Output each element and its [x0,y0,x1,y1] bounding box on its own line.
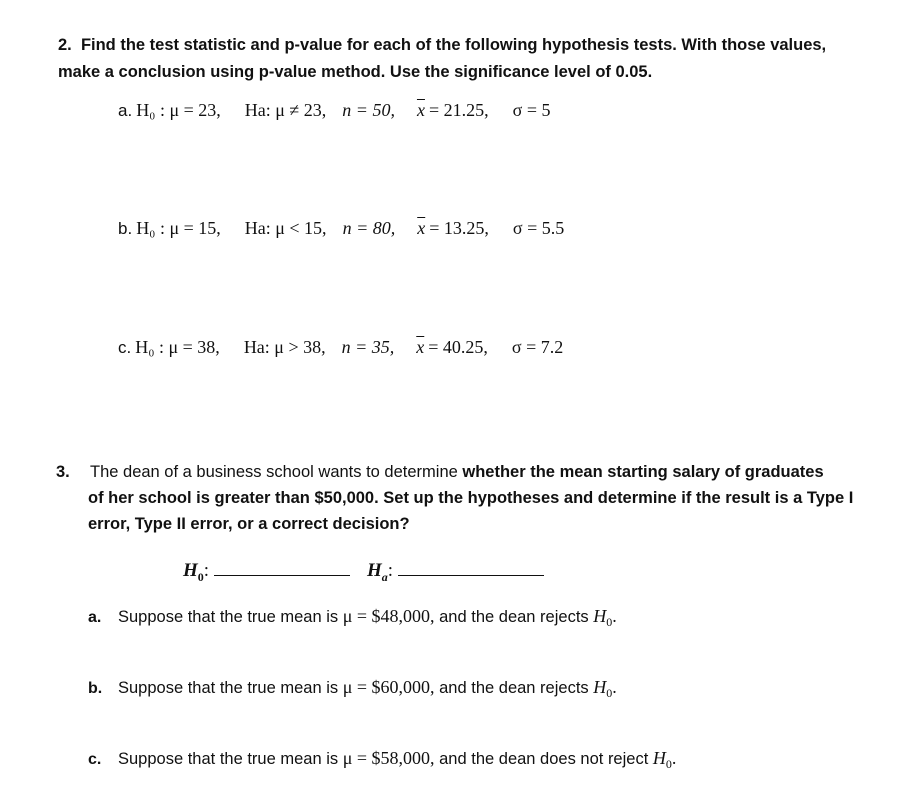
item-a-end: . [612,606,617,626]
question-2-number: 2. [58,36,72,54]
question-2-line-1 [58,36,826,55]
part-c-n: n = 35, [341,337,395,357]
part-c [118,337,563,358]
item-a-label: a. [88,609,102,626]
part-b-label: b. [118,219,133,238]
item-b [88,677,617,701]
h0-colon: : [203,560,210,581]
question-3-number: 3. [56,463,70,481]
part-a-xbar-symbol: $\overline{x}$ [416,100,425,120]
question-3-line-1 [90,463,824,482]
item-c-label: c. [88,751,102,768]
part-a-sigma: σ = 5 [512,100,551,120]
h0-blank-row [183,560,350,585]
question-2-text-2: make a conclusion using p-value method. Use the significance level of 0.05. [58,63,653,81]
h0-sub: 0 [197,569,204,584]
part-b-xbar-symbol: $\overline{x}$ [417,218,426,238]
part-b-h0: H₀ : μ = 15, [136,218,221,238]
question-3-line-2: of her school is greater than $50,000. Set up the hypotheses and determine if the result is a Type I [88,489,854,507]
item-b-math: μ = $60,000, [342,677,435,697]
question-3-text-bold: whether the mean starting salary of graduates [462,463,824,481]
item-b-h: H [593,677,607,697]
question-2-line-2 [58,63,652,82]
part-a-n: n = 50, [342,100,395,120]
item-c-end: . [671,748,677,768]
question-2-text-1: Find the test statistic and p-value for each of the following hypothesis tests. With those values, [80,36,827,54]
item-a-h: H [593,606,607,626]
part-c-label: c. [118,338,132,357]
part-c-ha: Ha: μ > 38, [243,337,326,357]
part-a-h0: H₀ : μ = 23, [136,100,221,120]
ha-sub: a [381,569,388,584]
ha-label: H [367,560,382,581]
part-c-h0: H₀ : μ = 38, [135,337,220,357]
item-c-text-post: and the dean does not reject [434,750,653,768]
item-c-math: μ = $58,000, [342,748,435,768]
part-b-ha: Ha: μ < 15, [244,218,327,238]
ha-colon: : [387,560,394,581]
item-a-text-pre: Suppose that the true mean is [118,608,343,626]
part-b-xbar: = 13.25, [429,218,489,238]
part-a [118,100,550,121]
item-b-label: b. [88,680,103,697]
item-c [88,748,676,772]
question-3-text-plain: The dean of a business school wants to determine [90,463,463,481]
ha-answer-blank[interactable] [398,573,544,576]
part-a-xbar: = 21.25, [428,100,489,120]
part-c-xbar: = 40.25, [428,337,488,357]
part-c-xbar-symbol: $\overline{x}$ [416,337,425,357]
item-b-text-pre: Suppose that the true mean is [118,679,343,697]
item-a-hsub: 0 [606,615,613,630]
part-a-ha: Ha: μ ≠ 23, [244,100,327,120]
part-b-n: n = 80, [342,218,396,238]
part-b-sigma: σ = 5.5 [512,218,565,238]
h0-label: H [183,560,198,581]
item-b-text-post: and the dean rejects [434,679,594,697]
item-c-h: H [652,748,666,768]
h0-answer-blank[interactable] [214,573,350,576]
question-3-line-3: error, Type II error, or a correct decision? [88,515,410,533]
ha-blank-row [367,560,544,585]
item-a-math: μ = $48,000, [342,606,435,626]
item-a-text-post: and the dean rejects [434,608,594,626]
part-c-sigma: σ = 7.2 [511,337,564,357]
item-c-hsub: 0 [665,757,672,772]
item-b-hsub: 0 [606,686,613,701]
item-a [88,606,617,630]
part-a-label: a. [118,101,133,120]
part-b [118,218,564,239]
item-c-text-pre: Suppose that the true mean is [118,750,343,768]
item-b-end: . [612,677,617,697]
